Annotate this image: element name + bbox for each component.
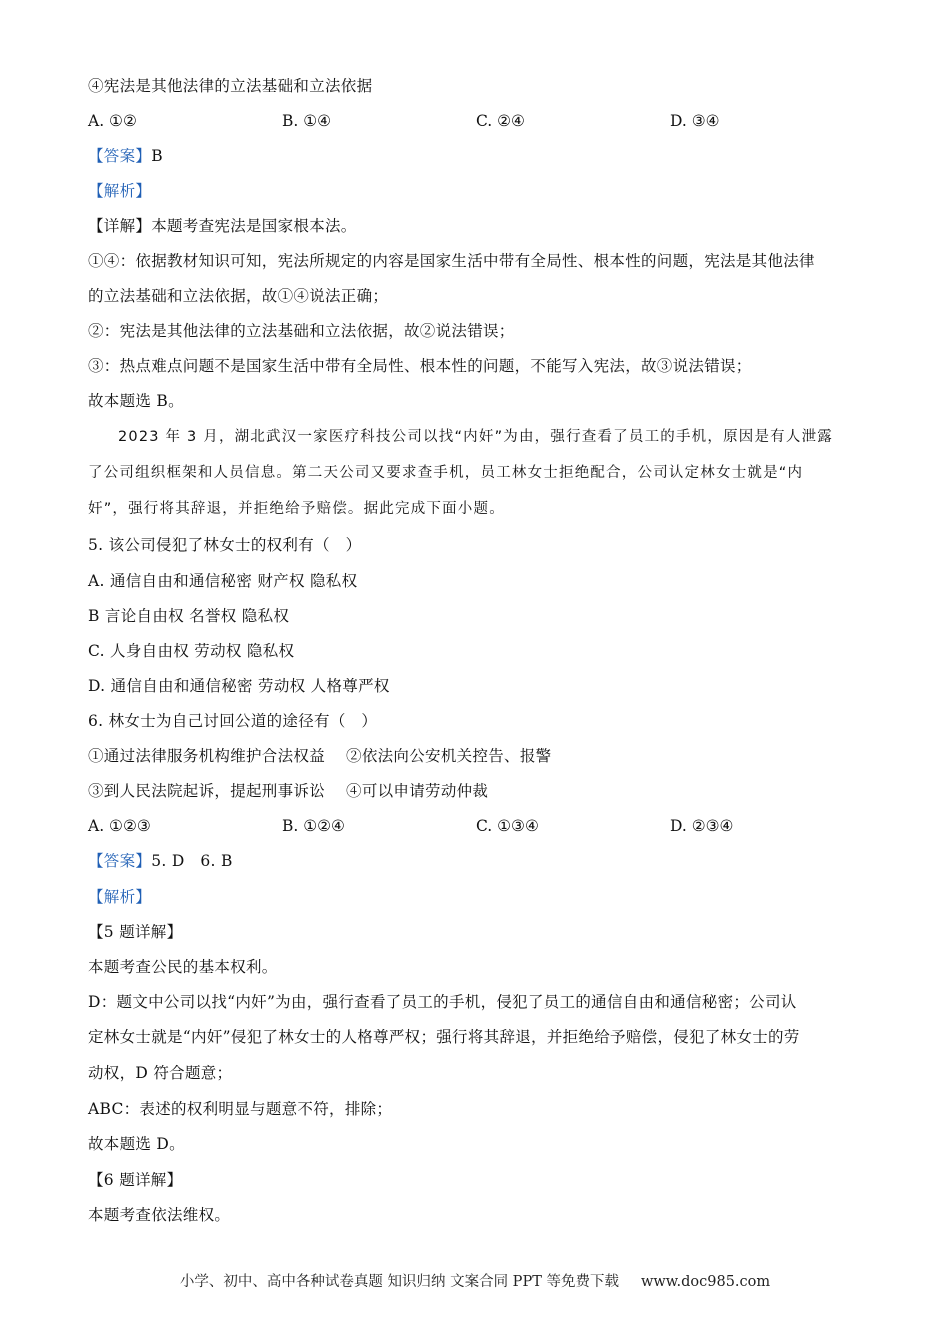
detail-para-2: ②：宪法是其他法律的立法基础和立法依据，故②说法错误；	[88, 322, 515, 340]
page-footer	[0, 1270, 950, 1291]
story-line-2: 了公司组织框架和人员信息。第二天公司又要求查手机，员工林女士拒绝配合，公司认定林女士就是“内	[88, 465, 804, 481]
q6-items-2: ③到人民法院起诉，提起刑事诉讼 ④可以申请劳动仲裁	[88, 782, 489, 800]
analysis-tag-2: 【解析】	[88, 888, 152, 906]
q5-option-c: C. 人身自由权 劳动权 隐私权	[88, 642, 295, 660]
q6-option-d: D. ②③④	[670, 817, 734, 835]
q6-option-c: C. ①③④	[476, 817, 539, 835]
q5-option-a: A. 通信自由和通信秘密 财产权 隐私权	[88, 572, 358, 590]
analysis-tag: 【解析】	[88, 182, 152, 200]
q4-options	[88, 111, 868, 131]
footer-text: 小学、初中、高中各种试卷真题 知识归纳 文案合同 PPT 等免费下载	[179, 1274, 619, 1290]
q5-detail-3: 定林女士就是“内奸”侵犯了林女士的人格尊严权；强行将其辞退，并拒绝给予赔偿，侵犯了林女士的劳	[88, 1028, 800, 1046]
detail-tag: 【详解】	[88, 217, 152, 235]
q5-option-b: B 言论自由权 名誉权 隐私权	[88, 607, 290, 625]
q5-detail-5: ABC：表述的权利明显与题意不符，排除；	[88, 1100, 393, 1118]
q5-detail-4: 动权，D 符合题意；	[88, 1064, 233, 1082]
question-6: 6. 林女士为自己讨回公道的途径有（ ）	[88, 712, 378, 730]
q5-detail-1: 本题考查公民的基本权利。	[88, 958, 278, 976]
q5-detail-heading: 【5 题详解】	[88, 923, 183, 941]
q5-detail-2: D：题文中公司以找“内奸”为由，强行查看了员工的手机，侵犯了员工的通信自由和通信秘密；公司认	[88, 993, 797, 1011]
answer-tag: 【答案】	[88, 147, 152, 165]
answer-value-2: 5. D 6. B	[151, 852, 233, 870]
q6-options	[88, 816, 868, 836]
q6-option-a: A. ①②③	[88, 817, 151, 835]
answer-line-2	[88, 851, 870, 871]
footer-link[interactable]: www.doc985.com	[640, 1274, 771, 1290]
q6-detail-1: 本题考查依法维权。	[88, 1206, 231, 1224]
answer-line	[88, 146, 870, 166]
q6-detail-heading: 【6 题详解】	[88, 1171, 183, 1189]
story-line-1: 2023 年 3 月，湖北武汉一家医疗科技公司以找“内奸”为由，强行查看了员工的手机，原因是有人泄露	[118, 429, 833, 445]
question-5: 5. 该公司侵犯了林女士的权利有（ ）	[88, 536, 362, 554]
q4-option-b: B. ①④	[282, 112, 332, 130]
q5-detail-6: 故本题选 D。	[88, 1135, 185, 1153]
detail-text: 本题考查宪法是国家根本法。	[151, 217, 357, 235]
detail-para-3: ③：热点难点问题不是国家生活中带有全局性、根本性的问题，不能写入宪法，故③说法错误；	[88, 357, 752, 375]
detail-para-14a: ①④：依据教材知识可知，宪法所规定的内容是国家生活中带有全局性、根本性的问题，宪法是其他法律	[88, 252, 815, 270]
q4-item-4: ④宪法是其他法律的立法基础和立法依据	[88, 77, 373, 95]
detail-para-14b: 的立法基础和立法依据，故①④说法正确；	[88, 287, 389, 305]
q4-option-c: C. ②④	[476, 112, 525, 130]
answer-tag-2: 【答案】	[88, 852, 152, 870]
q4-option-a: A. ①②	[88, 112, 137, 130]
q5-option-d: D. 通信自由和通信秘密 劳动权 人格尊严权	[88, 677, 390, 695]
detail-line	[88, 216, 870, 236]
q6-items-1: ①通过法律服务机构维护合法权益 ②依法向公安机关控告、报警	[88, 747, 552, 765]
conclusion-1: 故本题选 B。	[88, 392, 184, 410]
q4-option-d: D. ③④	[670, 112, 720, 130]
story-line-3: 奸”，强行将其辞退，并拒绝给予赔偿。据此完成下面小题。	[88, 501, 505, 517]
answer-value: B	[151, 147, 163, 165]
q6-option-b: B. ①②④	[282, 817, 345, 835]
